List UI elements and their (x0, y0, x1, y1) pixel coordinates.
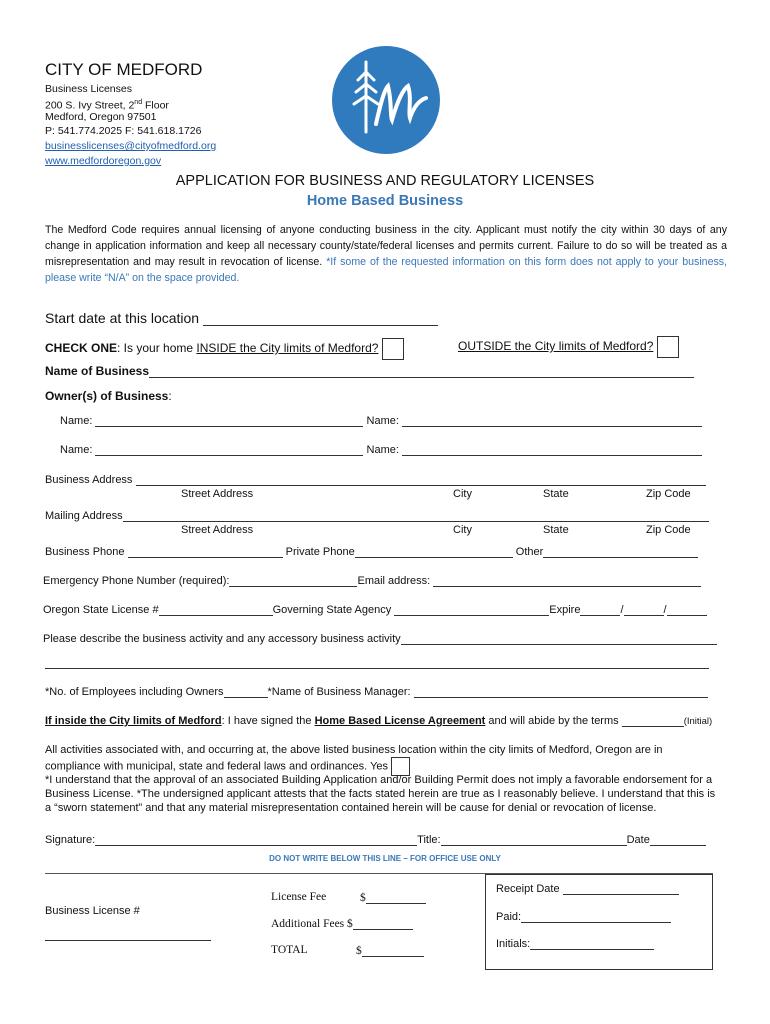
zip-caption-2: Zip Code (646, 524, 691, 536)
employees-field[interactable] (224, 685, 268, 698)
describe-field-line-2[interactable] (45, 668, 709, 669)
city-caption: City (453, 488, 472, 500)
mailing-address-row: Mailing Address (45, 509, 709, 522)
intro-paragraph: The Medford Code requires annual licensing of anyone conducting business in the city. Applicant must notify the city within 30 days of any change in application information and keep all necessary county/state/federal licenses and permits current. Failure to do so will be treated as a misrepresentation and may result in revocation of license. *If some of the requested information on this form does not apply to your business, please write “N/A” on the space provided. (45, 224, 728, 284)
business-address-row: Business Address (45, 473, 706, 486)
manager-field[interactable] (414, 685, 708, 698)
phone-fax: P: 541.774.2025 F: 541.618.1726 (45, 125, 202, 137)
city-logo (332, 46, 440, 154)
business-name-row: Name of Business (45, 364, 694, 378)
mailing-address-field[interactable] (123, 509, 709, 522)
owner-4-field[interactable] (402, 443, 702, 456)
state-caption: State (543, 488, 569, 500)
street-address-caption-2: Street Address (181, 524, 254, 536)
governing-agency-field[interactable] (394, 603, 549, 616)
owners-label: Owner(s) of Business: (45, 389, 172, 403)
sworn-statement: *I understand that the approval of an associated Building Application and/or Building Permit does not imply a favorable endorsement for a Business License. *The undersigned applicant attests that the facts stated herein are true as I reasonably believe. I understand that this is a “sworn statement” and that any material misrepresentation contained herein will be cause for denial or revocation of license. (45, 774, 716, 814)
owner-2-field[interactable] (402, 414, 702, 427)
home-agreement-row: If inside the City limits of Medford: I have signed the Home Based License Agreement and will abide by the terms (Initial) (45, 715, 713, 727)
business-license-label: Business License # (45, 905, 140, 917)
emergency-row: Emergency Phone Number (required): Email address: (43, 574, 701, 587)
inside-city-checkbox[interactable] (382, 338, 404, 360)
signature-field[interactable] (95, 833, 417, 846)
address-line-2: Medford, Oregon 97501 (45, 111, 157, 123)
email-link[interactable]: businesslicenses@cityofmedford.org (45, 140, 217, 152)
email-address-field[interactable] (433, 574, 701, 587)
form-subtitle: Home Based Business (306, 193, 464, 209)
total-field[interactable] (362, 944, 424, 957)
expire-day-field[interactable] (624, 603, 664, 616)
initial-field[interactable] (622, 714, 684, 727)
additional-fees-field[interactable] (353, 917, 413, 930)
state-caption-2: State (543, 524, 569, 536)
phone-row: Business Phone Private Phone Other (45, 545, 698, 558)
license-fee-field[interactable] (366, 891, 426, 904)
total-amount: $ (356, 944, 424, 957)
oregon-license-field[interactable] (159, 603, 273, 616)
additional-fees-row: Additional Fees $ (271, 917, 413, 930)
other-phone-field[interactable] (543, 545, 698, 558)
initials-field[interactable] (530, 937, 654, 950)
owner-row-2: Name: Name: (60, 443, 702, 456)
outside-row: OUTSIDE the City limits of Medford? (458, 336, 679, 358)
business-license-field[interactable] (45, 940, 211, 941)
title-field[interactable] (441, 833, 627, 846)
start-date-row: Start date at this location (45, 310, 438, 326)
city-name: CITY OF MEDFORD (45, 60, 203, 79)
check-one-row: CHECK ONE: Is your home INSIDE the City limits of Medford? (45, 338, 404, 360)
compliance-statement: All activities associated with, and occurring at, the above listed business location within the city limits of Medford, Oregon are in compliance with municipal, state and federal laws and ordinances. Yes (45, 743, 717, 776)
expire-year-field[interactable] (667, 603, 707, 616)
employees-row: *No. of Employees including Owners *Name of Business Manager: (45, 685, 708, 698)
paid-field[interactable] (521, 910, 671, 923)
emergency-phone-field[interactable] (229, 574, 357, 587)
describe-row: Please describe the business activity and any accessory business activity (43, 632, 717, 645)
total-row: TOTAL (271, 944, 308, 956)
license-row: Oregon State License # Governing State Agency Expire / / (43, 603, 707, 616)
owner-3-field[interactable] (95, 443, 363, 456)
owner-1-field[interactable] (95, 414, 363, 427)
receipt-date-field[interactable] (563, 882, 679, 895)
expire-month-field[interactable] (580, 603, 620, 616)
describe-field[interactable] (401, 632, 717, 645)
office-use-banner: DO NOT WRITE BELOW THIS LINE – FOR OFFICE USE ONLY (269, 854, 501, 863)
city-caption-2: City (453, 524, 472, 536)
address-line-1: 200 S. Ivy Street, 2nd Floor (45, 99, 169, 112)
initials-row: Initials: (496, 937, 654, 950)
license-fee-row: License Fee (271, 891, 327, 903)
business-name-field[interactable] (149, 365, 694, 378)
zip-caption: Zip Code (646, 488, 691, 500)
signature-row: Signature: Title: Date (45, 833, 706, 846)
business-phone-field[interactable] (128, 545, 283, 558)
start-date-field[interactable] (203, 311, 438, 326)
website-link[interactable]: www.medfordoregon.gov (45, 155, 162, 167)
business-address-field[interactable] (136, 473, 706, 486)
department: Business Licenses (45, 83, 132, 95)
license-fee-amount: $ (360, 891, 426, 904)
paid-row: Paid: (496, 910, 671, 923)
private-phone-field[interactable] (355, 545, 513, 558)
street-address-caption: Street Address (181, 488, 254, 500)
na-note: *If some of the requested information on this form does not apply to your business, please write “N/A” on the space provided. (45, 256, 728, 284)
form-title: APPLICATION FOR BUSINESS AND REGULATORY LICENSES (175, 173, 595, 189)
owner-row-1: Name: Name: (60, 414, 702, 427)
receipt-date-row: Receipt Date (496, 882, 679, 895)
outside-city-checkbox[interactable] (657, 336, 679, 358)
date-field[interactable] (650, 833, 706, 846)
